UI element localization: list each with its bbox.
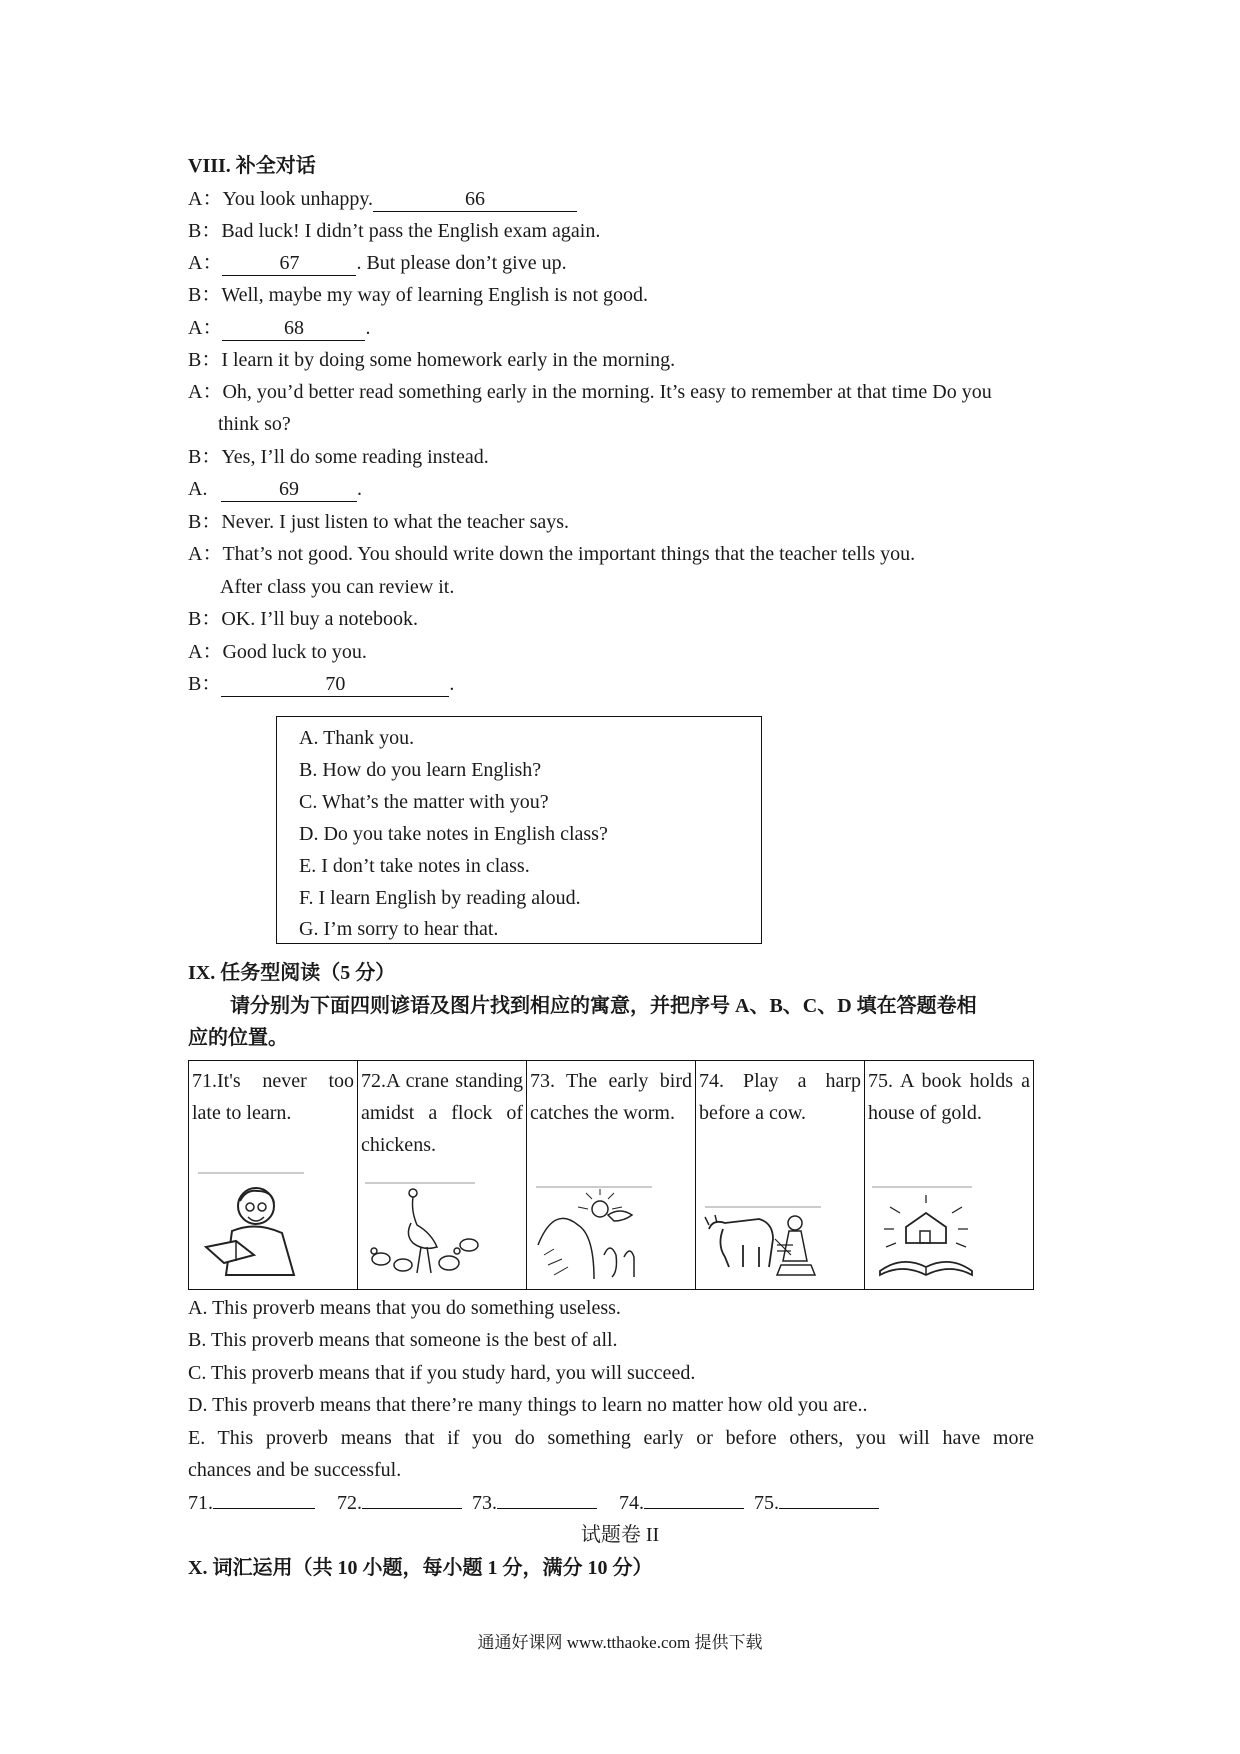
cow-harp-icon [703, 1205, 823, 1281]
option-g: G. I’m sorry to hear that. [299, 918, 499, 940]
meaning-d: D. This proverb means that there’re many things to learn no matter how old you are.. [188, 1394, 868, 1416]
proverb-text: 74. Play a harp before a cow. [699, 1070, 861, 1124]
speaker: A： [188, 381, 223, 403]
speaker: B： [188, 220, 222, 242]
speaker: A： [188, 543, 223, 565]
line-text: Never. I just listen to what the teacher says. [221, 511, 570, 533]
speaker: B： [188, 349, 222, 371]
speaker: A： [188, 252, 223, 274]
proverb-cell-75 [865, 1061, 1034, 1290]
dialogue-continuation: After class you can review it. [220, 576, 455, 598]
dialogue-line [188, 445, 489, 469]
line-text: I learn it by doing some homework early in the morning. [221, 349, 676, 371]
dialogue-continuation: think so? [218, 413, 291, 435]
blank-69: 69 [221, 477, 357, 502]
answer-blank-74[interactable] [644, 1508, 744, 1509]
dialogue-line [188, 187, 577, 212]
line-text: Well, maybe my way of learning English is not good. [221, 284, 648, 306]
line-text: Bad luck! I didn’t pass the English exam again. [221, 220, 601, 242]
dialogue-line [188, 672, 454, 697]
answer-label-71: 71. [188, 1492, 213, 1514]
options-box [276, 716, 762, 944]
dialogue-line [188, 607, 418, 631]
line-text: . [449, 673, 455, 695]
speaker: B： [188, 511, 222, 533]
line-text: . [357, 478, 362, 500]
proverb-text: 71.It's never too late to learn. [192, 1070, 354, 1124]
dialogue-line [188, 251, 567, 276]
blank-67: 67 [222, 251, 356, 276]
answer-label-74: 74. [619, 1492, 644, 1514]
line-text: OK. I’ll buy a notebook. [221, 608, 418, 630]
paper-2-title: 试题卷 II [580, 1524, 660, 1546]
section-9-title: IX. 任务型阅读（5 分） [188, 962, 396, 984]
line-text: That’s not good. You should write down the important things that the teacher tells you. [222, 543, 916, 565]
section-8-title: VIII. 补全对话 [188, 155, 316, 177]
answer-blank-71[interactable] [213, 1508, 315, 1509]
option-a: A. Thank you. [299, 727, 415, 749]
answer-blank-72[interactable] [362, 1508, 462, 1509]
proverb-cell-73 [527, 1061, 696, 1290]
option-c: C. What’s the matter with you? [299, 791, 549, 813]
answer-blank-75[interactable] [779, 1508, 879, 1509]
answer-label-72: 72. [337, 1492, 362, 1514]
line-text: . But please don’t give up. [356, 252, 567, 274]
meaning-b: B. This proverb means that someone is the best of all. [188, 1329, 618, 1351]
answer-label-73: 73. [472, 1492, 497, 1514]
option-b: B. How do you learn English? [299, 759, 542, 781]
meaning-e: E. This proverb means that if you do something early or before others, you will have more [188, 1427, 1034, 1449]
proverb-table [188, 1060, 1034, 1290]
dialogue-line [188, 477, 362, 502]
proverb-cell-72 [358, 1061, 527, 1290]
option-f: F. I learn English by reading aloud. [299, 887, 581, 909]
line-text: Yes, I’ll do some reading instead. [221, 446, 489, 468]
dialogue-line [188, 640, 367, 664]
proverb-cell-74 [696, 1061, 865, 1290]
dialogue-line [188, 542, 915, 566]
proverb-text: 73. The early bird catches the worm. [530, 1070, 692, 1124]
line-text: Good luck to you. [222, 641, 367, 663]
answer-label-75: 75. [754, 1492, 779, 1514]
bird-sunrise-icon [534, 1185, 654, 1281]
speaker: A： [188, 641, 223, 663]
answer-row [188, 1491, 879, 1515]
book-house-icon [872, 1185, 982, 1281]
dialogue-line [188, 510, 569, 534]
speaker: B： [188, 446, 222, 468]
dialogue-line [188, 316, 370, 341]
dialogue-line [188, 219, 600, 243]
line-text: . [365, 317, 371, 339]
line-text: Oh, you’d better read something early in the morning. It’s easy to remember at that time Do you [222, 381, 992, 403]
section-9-instruction-cont: 应的位置。 [188, 1027, 288, 1049]
footer-source: 通通好课网 www.tthaoke.com 提供下载 [477, 1633, 763, 1652]
speaker: A： [188, 188, 223, 210]
proverb-text: 75. A book holds a house of gold. [868, 1070, 1030, 1124]
speaker: B： [188, 608, 222, 630]
blank-70: 70 [221, 672, 449, 697]
speaker: B： [188, 284, 222, 306]
option-e: E. I don’t take notes in class. [299, 855, 530, 877]
meaning-e-cont: chances and be successful. [188, 1459, 402, 1481]
blank-68: 68 [222, 316, 365, 341]
blank-66: 66 [373, 187, 577, 212]
dialogue-line [188, 380, 992, 404]
proverb-text: 72.A crane standing amidst a flock of chickens. [361, 1070, 523, 1156]
speaker: A. [188, 478, 208, 500]
option-d: D. Do you take notes in English class? [299, 823, 608, 845]
dialogue-line [188, 348, 675, 372]
proverb-cell-71 [189, 1061, 358, 1290]
answer-blank-73[interactable] [497, 1508, 597, 1509]
section-9-instruction: 请分别为下面四则谚语及图片找到相应的寓意，并把序号 A、B、C、D 填在答题卷相 [230, 995, 977, 1017]
line-text: You look unhappy. [222, 188, 374, 210]
meaning-a: A. This proverb means that you do something useless. [188, 1297, 621, 1319]
speaker: B： [188, 673, 222, 695]
speaker: A： [188, 317, 223, 339]
meaning-c: C. This proverb means that if you study hard, you will succeed. [188, 1362, 696, 1384]
reading-man-icon [196, 1171, 306, 1281]
crane-chickens-icon [365, 1181, 485, 1281]
dialogue-line [188, 283, 648, 307]
section-10-title: X. 词汇运用（共 10 小题，每小题 1 分，满分 10 分） [188, 1557, 653, 1579]
